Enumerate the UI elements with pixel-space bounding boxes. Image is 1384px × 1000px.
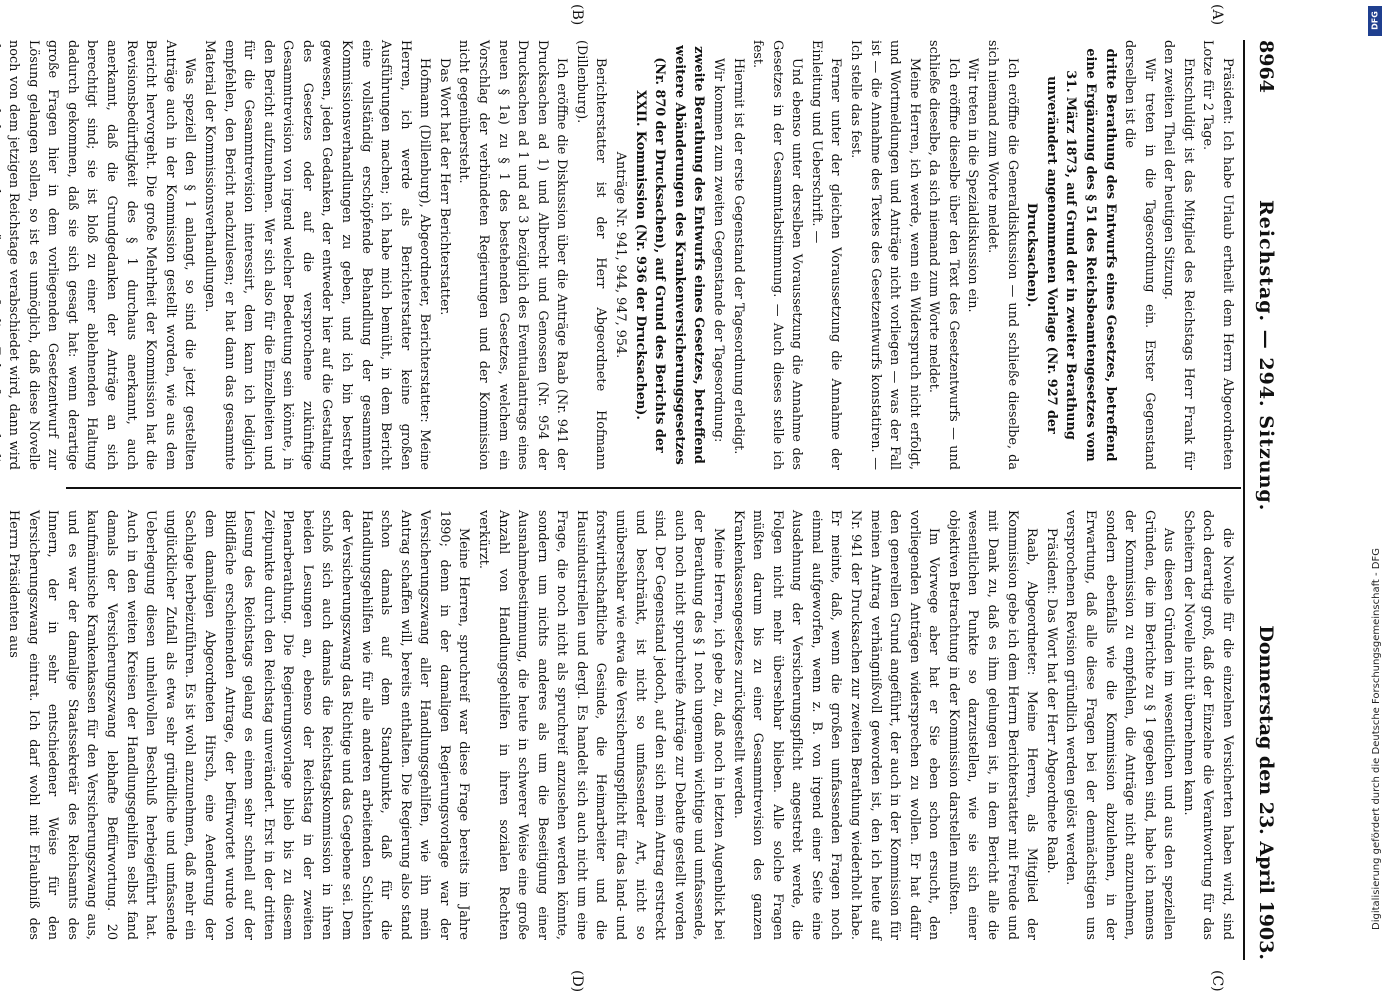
paragraph: Entschuldigt ist das Mitglied des Reichstags Herr Frank für den zweiten Theil der heutigen Sitzung. bbox=[1161, 40, 1196, 470]
paragraph: Und ebenso unter derselben Voraussetzung die Annahme des Gesetzes in der Gesammtabstimmung. — Auch dieses stelle ich fest. bbox=[750, 40, 805, 470]
paragraph: Ferner unter der gleichen Voraussetzung die Annahme der Einleitung und Ueberschrift. — bbox=[808, 40, 844, 470]
agenda-item: zweite Berathung des Entwurfs eines Gesetzes, betreffend weitere Abänderungen des Krankenversicherungsgesetzes (Nr. 870 der Drucksachen), auf Grund des Berichts der XXII. Kommission (Nr. 936 der Drucksachen). bbox=[632, 45, 707, 465]
paragraph: Ich eröffne die Diskussion über die Anträge Raab (Nr. 941 der Drucksachen ad 1) und Albrecht und Genossen (Nr. 954 der Drucksachen ad 1 und ad 3 bezüglich des Eventualantrags eines neuen § 1a) zu § 1 des bestehenden Gesetzes, welchem ein Vorschlag der verbündeten Regierungen und der Kommission nicht gegenübersteht. bbox=[456, 40, 570, 470]
session-date: Donnerstag den 23. April 1903. bbox=[1255, 625, 1277, 960]
margin-mark-b: (B) bbox=[569, 4, 585, 26]
margin-mark-d: (D) bbox=[569, 970, 585, 993]
paragraph: Wir kommen zum zweiten Gegenstande der Tagesordnung: bbox=[710, 58, 726, 443]
paragraph: Meine Herren, ich gebe zu, daß noch in letzten Augenblick bei der Berathung des § 1 noch ungemein wichtige und umfassende, auch noch nicht spruchreife Anträge zur Debatte gestellt worden sind. Der Gegenstand jedoch, auf den sich mein Antrag erstreckt und beschränkt, ist nicht so umfassender Art, nicht so unübersehbar wie etwa die Versicherungspflicht für das land- und forstwirthschaftliche Gesinde, die Heimarbeiter und die Hausindustriellen und dergl. Es handelt sich auch nicht um eine Frage, die noch nicht als spruchreif anzusehen werden könnte, sondern um nichts anderes als um die Beseitigung einer Ausnahmebestimmung, die heute in schwerer Weise eine große Anzahl von Handlungsgehilfen in ihren sozialen Rechten verkürzt. bbox=[476, 510, 726, 941]
paragraph: die Novelle für die einzelnen Versicherten haben wird, sind doch derartig groß, daß der Einzelne die Verantwortung für das Scheitern der Novelle nicht übernehmen kann. bbox=[1180, 510, 1235, 940]
paragraph: Präsident: Das Wort hat der Herr Abgeordnete Raab. bbox=[1043, 528, 1059, 874]
paragraph: Meine Herren, ich werde, wenn ein Widerspruch nicht erfolgt, und Wortmeldungen und Anträge nicht vorliegen — was der Fall ist — die Annahme des Textes des Gesetzentwurfs konstatiren. — Ich stelle das fest. bbox=[848, 40, 922, 470]
amendments-line: Anträge Nr. 941, 944, 947, 954. bbox=[613, 151, 629, 359]
paragraph: Wir treten in die Tagesordnung ein. Erster Gegenstand derselben ist die bbox=[1122, 40, 1157, 470]
paragraph: Wir treten in die Spezialdiskussion ein. bbox=[965, 58, 981, 313]
page-number: 8964 bbox=[1255, 40, 1277, 93]
paragraph: Was speziell den § 1 anlangt, so sind die jetzt gestellten Anträge auch in der Kommission gestellt worden, wie aus dem Bericht hervorgeht. Die große Mehrheit der Kommission hat die Revisionsbedürftigkeit des § 1 durchaus anerkannt, auch anerkannt, daß die Grundgedanken der Anträge an sich berechtigt sind; sie ist bloß zu einer ablehnenden Haltung dadurch gekommen, daß sie sich gesagt hat: wenn derartige große Fragen hier in dem vorliegenden Gesetzentwurf zur Lösung gelangen sollen, so ist es unmöglich, daß diese Novelle noch von dem jetzigen Reichstage verabschiedet wird, dann wird bbox=[6, 40, 198, 470]
paragraph: Im Vorwege aber hat er Sie eben schon ersucht, den vorliegenden Anträgen widersprechen zu wollen. Er hat dafür den generellen Grund angeführt, der auch in der Kommission für meinen Antrag verhängnißvoll geworden ist, den ich heute auf Nr. 941 der Drucksachen zur zweiten Berathung wiederholt habe. Er meinte, daß, wenn die großen umfassenden Fragen noch einmal aufgeworfen, wenn z. B. von irgend einer Seite eine Ausdehnung der Versicherungspflicht angestrebt werde, die Folgen nicht mehr übersehbar blieben. Alle solche Fragen müßten darum bis zu einer Gesammtrevision des ganzen Krankenkassengesetzes zurückgestellt werden. bbox=[730, 510, 942, 940]
scanned-page bbox=[6, 0, 1285, 1000]
agenda-item: dritte Berathung des Entwurfs eines Gesetzes, betreffend eine Ergänzung des § 51 des Reichsbeamtengesetzes vom 31. März 1873, auf Grund der in zweiter Berathung unverändert angenommenen Vorlage (Nr. 927 der Drucksachen). bbox=[1024, 48, 1118, 462]
page-header bbox=[1243, 40, 1285, 960]
paragraph: Präsident: Ich habe Urlaub ertheilt dem Herrn Abgeordneten Lotze für 2 Tage. bbox=[1200, 40, 1235, 470]
dfg-logo: DFG bbox=[1368, 6, 1382, 36]
paragraph: Hofmann (Dillenburg), Abgeordneter, Berichterstatter: Meine Herren, ich werde als Berichterstatter keine großen Ausführungen machen; ich habe mich bemüht, in dem Bericht eine vollständig erschöpfende Behandlung der gesammten Kommissionsverhandlungen zu geben, und ich bin bestrebt gewesen, jeden Gedanken, der entweder hier auf die Gestaltung des Gesetzes oder auf die versprochene zukünftige Gesammtrevision von irgend welcher Bedeutung sein könnte, in den Bericht aufzunehmen. Wer sich also für die Einzelheiten und für die Gesammtrevision interessirt, dem kann ich lediglich empfehlen, den Bericht nachzulesen; er hat dann das gesammte Material der Kommissionsverhandlungen. bbox=[201, 40, 433, 470]
session-title: Reichstag. — 294. Sitzung. bbox=[1255, 200, 1277, 512]
paragraph: Berichterstatter ist der Herr Abgeordnete Hofmann (Dillenburg). bbox=[573, 40, 609, 470]
margin-mark-c: (C) bbox=[1209, 970, 1225, 992]
paragraph: Raab, Abgeordneter: Meine Herren, als Mitglied der Kommission gebe ich dem Herrn Berichterstatter mit Freude und mit Dank zu, daß es ihm gelungen ist, in dem Bericht alle die wesentlichen Punkte so darzustellen, wie sie sich einer objektiven Betrachtung in der Kommission darstellen mußten. bbox=[945, 510, 1040, 940]
paragraph: Das Wort hat der Herr Berichterstatter. bbox=[436, 58, 452, 316]
left-column bbox=[6, 40, 1237, 470]
right-column bbox=[6, 510, 1237, 941]
digitization-credit: Digitalisierung gefördert durch die Deutsche Forschungsgemeinschaft - DFG bbox=[1371, 547, 1382, 930]
paragraph: Ich eröffne die Generaldiskussion — und schließe dieselbe, da sich niemand zum Worte meldet. bbox=[985, 40, 1020, 470]
paragraph: Aus diesen Gründen im wesentlichen und aus den speziellen Gründen, die im Berichte zu § 1 gegeben sind, habe ich namens der Kommission zu empfehlen, die Anträge nicht anzunehmen, sondern ebenfalls wie die Kommission abzulehnen, in der Erwartung, daß alle diese Fragen bei der demnächstigen uns versprochenen Revision gründlich werden gelöst werden. bbox=[1063, 510, 1177, 940]
paragraph: Meine Herren, spruchreif war diese Frage bereits im Jahre 1890; denn in der damaligen Regierungsvorlage war der Versicherungszwang aller Handlungsgehilfen, wie ihn mein Antrag schaffen will, bereits enthalten. Die Regierung also stand schon damals auf dem Standpunkte, daß für die Handlungsgehilfen wie für alle anderen arbeitenden Schichten der Versicherungszwang das Richtige und das Gegebene sei. Dem schloß sich auch damals die Reichstagskommission in ihren beiden Lesungen an, ebenso der Reichstag in der zweiten Plenarberathung. Die Regierungsvorlage blieb bis zu diesem Zeitpunkte durch den Reichstag unverändert. Erst in der dritten Lesung des Reichstags gelang es einem sehr schnell auf der Bildfläche erscheinenden Antrage, der befürwortet wurde von dem damaligen Abgeordneten Hirsch, eine Aenderung der Sachlage herbeizuführen. Es ist wohl anzunehmen, daß mehr ein unglücklicher Zufall als etwa sehr gründliche und umfassende Ueberlegung diesen unheilvollen Beschluß herbeigeführt hat. Auch in den weiten Kreisen der Handlungsgehilfen selbst fand damals der Versicherungszwang lebhafte Befürwortung. 20 kaufmännische Krankenkassen für den Versicherungszwang aus, und es war der damalige Staatssekretär des Reichsamts des Innern, der in sehr entschiedener Weise für den Versicherungszwang eintrat. Ich darf wohl mit Erlaubniß des Herrn Präsidenten aus bbox=[6, 510, 472, 940]
paragraph: Hiermit ist der erste Gegenstand der Tagesordnung erledigt. bbox=[730, 58, 746, 455]
paragraph: Ich eröffne dieselbe über den Text des Gesetzentwurfs — und schließe dieselbe, da sich niemand zum Worte meldet. bbox=[926, 40, 961, 470]
margin-mark-a: (A) bbox=[1209, 4, 1225, 26]
column-divider bbox=[66, 487, 1241, 489]
